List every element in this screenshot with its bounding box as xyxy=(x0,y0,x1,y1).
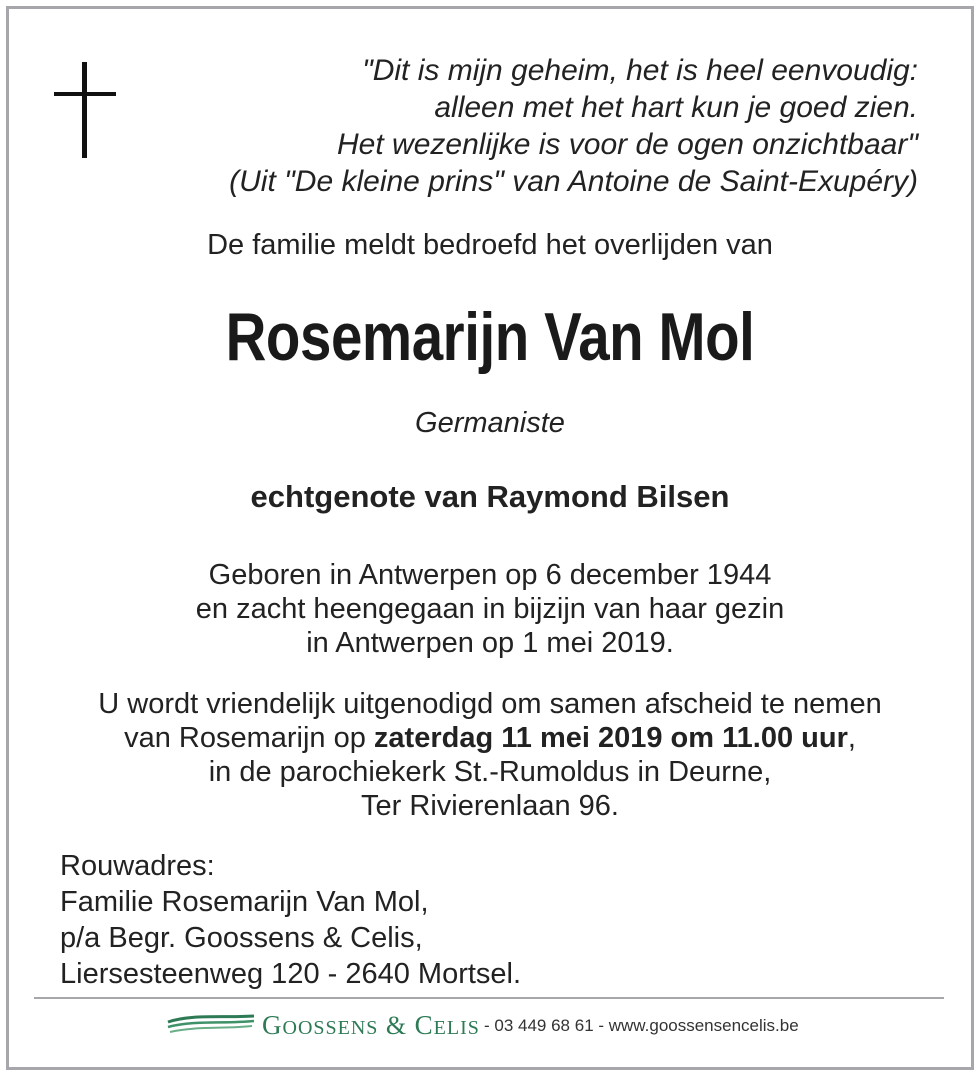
address-line: p/a Begr. Goossens & Celis, xyxy=(60,922,423,954)
brand-ampersand: & xyxy=(378,1011,415,1040)
spouse-line: echtgenote van Raymond Bilsen xyxy=(250,479,730,514)
ceremony-location: in de parochiekerk St.-Rumoldus in Deurne, xyxy=(208,756,772,788)
invitation-block xyxy=(0,687,980,823)
funeral-home-brand xyxy=(262,1010,480,1041)
ceremony-street: Ter Rivierenlaan 96. xyxy=(361,790,619,822)
quote-line: Het wezenlijke is voor de ogen onzichtbaar" xyxy=(337,128,918,161)
brand-letter: G xyxy=(262,1010,283,1040)
footer-divider xyxy=(34,997,944,999)
birth-line: Geboren in Antwerpen op 6 december 1944 xyxy=(208,559,772,591)
ceremony-datetime: zaterdag 11 mei 2019 om 11.00 uur xyxy=(373,722,848,754)
address-line: Familie Rosemarijn Van Mol, xyxy=(60,886,429,918)
waves-logo-icon xyxy=(166,1010,256,1040)
birth-death-block xyxy=(0,558,980,660)
quote-line: alleen met het hart kun je goed zien. xyxy=(434,91,918,124)
footer xyxy=(0,1008,980,1048)
quote-block xyxy=(158,52,918,200)
cross-icon xyxy=(54,62,116,158)
address-heading: Rouwadres: xyxy=(60,850,215,882)
address-line: Liersesteenweg 120 - 2640 Mortsel. xyxy=(60,958,522,990)
brand-letters: ELIS xyxy=(433,1017,480,1039)
invitation-line: U wordt vriendelijk uitgenodigd om samen afscheid te nemen xyxy=(98,688,882,720)
mourning-address xyxy=(60,848,521,992)
brand-letter: C xyxy=(414,1010,434,1040)
invitation-text: van Rosemarijn op xyxy=(124,722,374,754)
death-line: in Antwerpen op 1 mei 2019. xyxy=(306,627,674,659)
intro-text: De familie meldt bedroefd het overlijden van xyxy=(207,229,773,261)
contact-info: - 03 449 68 61 - www.goossensencelis.be xyxy=(484,1016,799,1035)
quote-source: (Uit "De kleine prins" van Antoine de Saint-Exupéry) xyxy=(229,165,918,198)
invitation-datetime-line xyxy=(0,721,980,755)
passing-line: en zacht heengegaan in bijzijn van haar gezin xyxy=(195,593,785,625)
brand-letters: OOSSENS xyxy=(282,1017,379,1039)
deceased-name: Rosemarijn Van Mol xyxy=(225,299,755,375)
quote-line: "Dit is mijn geheim, het is heel eenvoudig: xyxy=(362,54,918,87)
invitation-text: , xyxy=(847,722,856,754)
profession: Germaniste xyxy=(415,407,565,439)
